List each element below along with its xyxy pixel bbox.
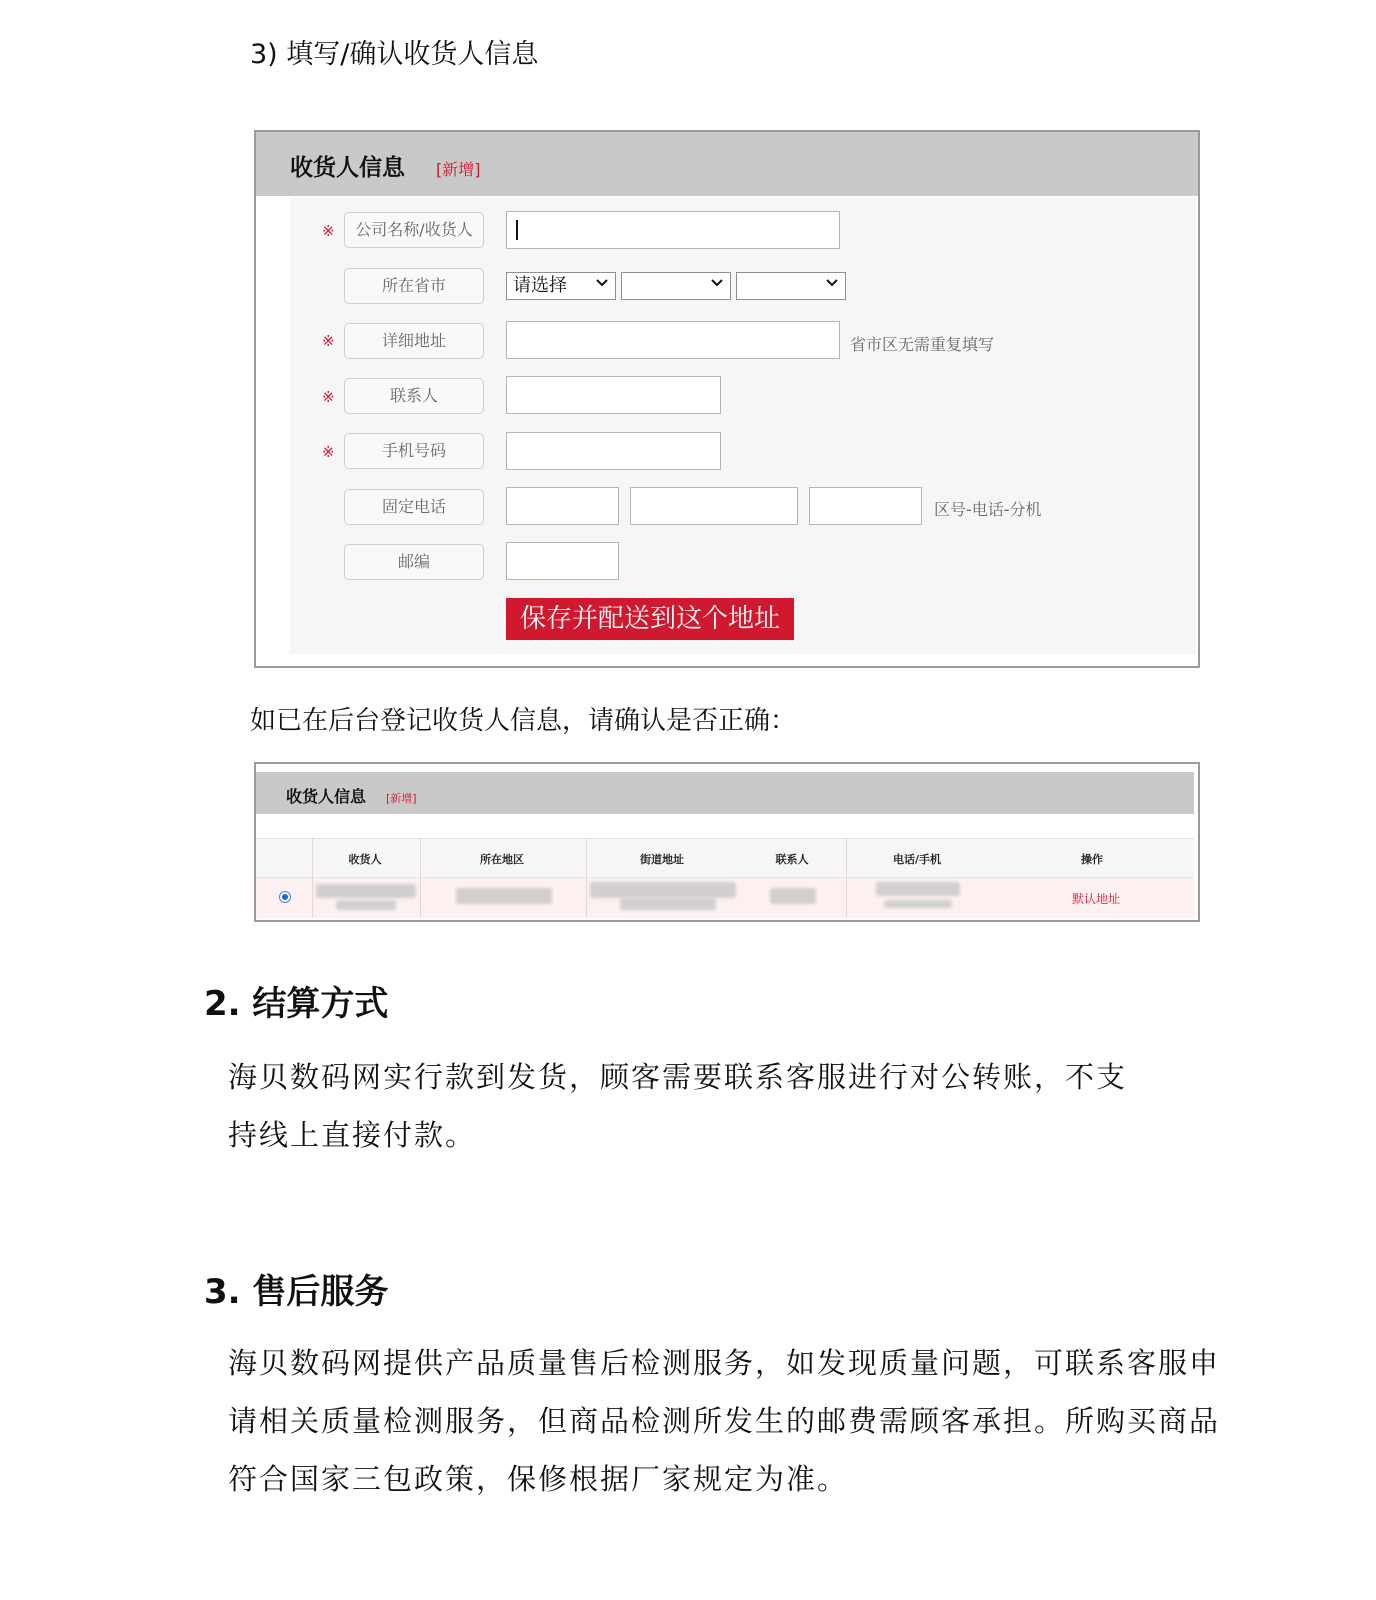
table-panel-title: 收货人信息 [286,787,367,806]
province-select[interactable] [506,272,616,300]
mobile-label: 手机号码 [344,433,484,469]
column-header-action: 操作 [1081,853,1103,866]
table-add-new-link[interactable]: [新增] [386,792,417,805]
address-table-panel [254,762,1200,922]
column-header-street: 街道地址 [640,853,684,866]
chevron-down-icon [710,276,724,290]
column-divider [846,838,847,918]
column-header-contact: 联系人 [775,853,809,866]
redacted-region [456,888,552,904]
area-code-input[interactable] [506,487,619,525]
column-header-region: 所在地区 [480,853,524,866]
form-body [290,198,1196,654]
redacted-consignee [316,884,416,898]
redacted-street [620,898,716,910]
form-add-new-link[interactable]: [新增] [436,160,481,179]
chevron-down-icon [825,276,839,290]
company-input[interactable] [506,211,840,249]
contact-label: 联系人 [344,378,484,414]
address-label: 详细地址 [344,323,484,359]
paragraph-line: 符合国家三包政策，保修根据厂家规定为准。 [228,1462,849,1496]
paragraph-line: 海贝数码网提供产品质量售后检测服务，如发现质量问题，可联系客服申 [228,1346,1221,1380]
redacted-contact [770,888,816,904]
extension-input[interactable] [809,487,922,525]
contact-input[interactable] [506,376,721,414]
redacted-consignee [336,900,396,910]
table-header-row [256,838,1194,878]
address-radio-selected[interactable] [279,891,291,903]
chevron-down-icon [595,276,609,290]
required-mark: ※ [322,443,335,461]
phone-hint: 区号-电话-分机 [934,500,1042,519]
text-cursor [516,220,518,240]
address-hint: 省市区无需重复填写 [850,335,995,354]
paragraph-line: 持线上直接付款。 [228,1118,477,1152]
paragraph-line: 海贝数码网实行款到发货，顾客需要联系客服进行对公转账，不支 [228,1060,1128,1094]
province-select-value: 请选择 [513,275,567,296]
redacted-street [590,882,736,898]
payment-paragraph [228,1048,1228,1164]
required-mark: ※ [322,388,335,406]
after-sales-paragraph [228,1334,1228,1508]
redacted-phone [884,900,952,908]
company-label: 公司名称/收货人 [344,212,484,248]
mobile-input[interactable] [506,432,721,470]
save-and-ship-button[interactable]: 保存并配送到这个地址 [506,598,794,640]
column-header-consignee: 收货人 [348,853,382,866]
column-divider [312,838,313,918]
required-mark: ※ [322,222,335,240]
confirm-instruction: 如已在后台登记收货人信息，请确认是否正确： [250,706,797,736]
column-divider [420,838,421,918]
consignee-form-panel [254,130,1200,668]
zip-input[interactable] [506,542,619,580]
district-select[interactable] [736,272,846,300]
zip-label: 邮编 [344,544,484,580]
phone-label: 固定电话 [344,489,484,525]
redacted-phone [876,882,960,896]
form-header-title: 收货人信息 [290,155,405,181]
province-label: 所在省市 [344,268,484,304]
default-address-label[interactable]: 默认地址 [1072,892,1121,906]
phone-number-input[interactable] [630,487,798,525]
address-input[interactable] [506,321,840,359]
column-header-phone: 电话/手机 [892,853,942,866]
step-title: 3) 填写/确认收货人信息 [250,39,539,70]
form-header [256,132,1198,196]
paragraph-line: 请相关质量检测服务，但商品检测所发生的邮费需顾客承担。所购买商品 [228,1404,1221,1438]
column-divider [586,838,587,918]
section-title-payment: 2. 结算方式 [204,984,389,1024]
required-mark: ※ [322,332,335,350]
section-title-after-sales: 3. 售后服务 [204,1272,389,1312]
city-select[interactable] [621,272,731,300]
